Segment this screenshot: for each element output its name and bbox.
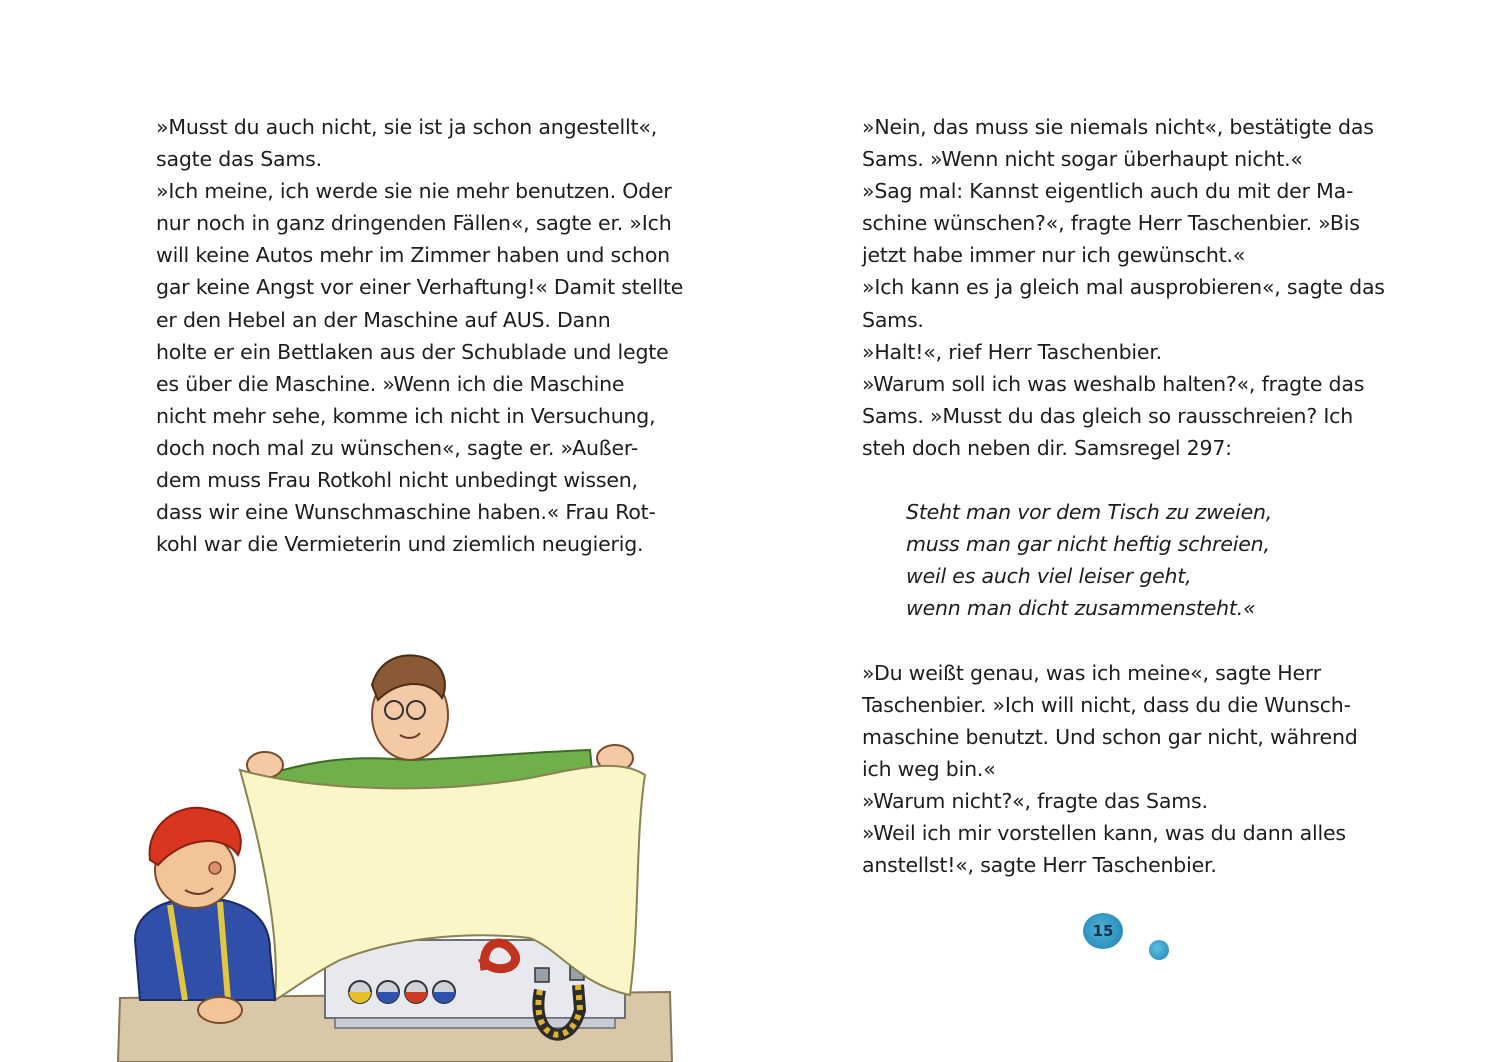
verse-line: wenn man dicht zusammensteht.« [906, 596, 1256, 621]
text-line: Taschenbier. »Ich will nicht, dass du die Wunsch- [862, 692, 1351, 717]
text-line: »Du weißt genau, was ich meine«, sagte Herr [862, 660, 1322, 685]
right-page-text [862, 111, 1385, 881]
text-line: doch noch mal zu wünschen«, sagte er. »Außer- [156, 435, 639, 460]
text-line: »Nein, das muss sie niemals nicht«, bestätigte das [862, 115, 1374, 139]
sams-figure [135, 808, 275, 1023]
text-line: ich weg bin.« [862, 756, 996, 781]
text-line: »Warum nicht?«, fragte das Sams. [862, 788, 1208, 813]
decorative-blue-dot [1149, 940, 1169, 960]
stanza-gap [862, 625, 1362, 657]
verse-line: Steht man vor dem Tisch zu zweien, [906, 500, 1273, 525]
text-line: »Weil ich mir vorstellen kann, was du dann alles [862, 821, 1346, 846]
text-line: »Ich meine, ich werde sie nie mehr benutzen. Oder [156, 179, 672, 204]
text-line: es über die Maschine. »Wenn ich die Maschine [156, 371, 625, 396]
illustration-sheet-over-machine [110, 640, 680, 1062]
right-page [750, 0, 1500, 1062]
text-line: Sams. »Musst du das gleich so rausschreien? Ich [862, 403, 1354, 428]
text-line: »Ich kann es ja gleich mal ausprobieren«, sagte das [862, 275, 1385, 300]
text-line: steh doch neben dir. Samsregel 297: [862, 435, 1232, 460]
text-line: »Sag mal: Kannst eigentlich auch du mit der Ma- [862, 179, 1354, 204]
text-line: er den Hebel an der Maschine auf AUS. Dann [156, 307, 611, 332]
text-line: sagte das Sams. [156, 147, 322, 172]
text-line: will keine Autos mehr im Zimmer haben und schon [156, 243, 670, 268]
verse-line: muss man gar nicht heftig schreien, [906, 532, 1270, 557]
text-line: jetzt habe immer nur ich gewünscht.« [862, 243, 1246, 268]
text-line: nicht mehr sehe, komme ich nicht in Versuchung, [156, 403, 656, 428]
text-line: gar keine Angst vor einer Verhaftung!« Damit stellte [156, 275, 684, 300]
verse-line: weil es auch viel leiser geht, [906, 564, 1192, 589]
text-line: nur noch in ganz dringenden Fällen«, sagte er. »Ich [156, 211, 672, 236]
stanza-gap [862, 464, 1362, 496]
text-line: maschine benutzt. Und schon gar nicht, während [862, 724, 1358, 749]
text-line: dass wir eine Wunschmaschine haben.« Frau Rot- [156, 500, 656, 525]
text-line: holte er ein Bettlaken aus der Schublade und legte [156, 339, 669, 364]
left-page-text [156, 111, 684, 560]
text-line: »Warum soll ich was weshalb halten?«, fragte das [862, 371, 1365, 396]
text-line: dem muss Frau Rotkohl nicht unbedingt wissen, [156, 468, 638, 493]
text-line: kohl war die Vermieterin und ziemlich neugierig. [156, 532, 644, 557]
text-line: anstellst!«, sagte Herr Taschenbier. [862, 853, 1217, 878]
text-line: Sams. »Wenn nicht sogar überhaupt nicht.« [862, 147, 1303, 172]
text-line: »Musst du auch nicht, sie ist ja schon angestellt«, [156, 115, 658, 139]
text-line: »Halt!«, rief Herr Taschenbier. [862, 339, 1162, 364]
text-line: Sams. [862, 307, 924, 332]
page-number-badge: 15 [1083, 913, 1123, 949]
text-line: schine wünschen?«, fragte Herr Taschenbier. »Bis [862, 211, 1360, 236]
